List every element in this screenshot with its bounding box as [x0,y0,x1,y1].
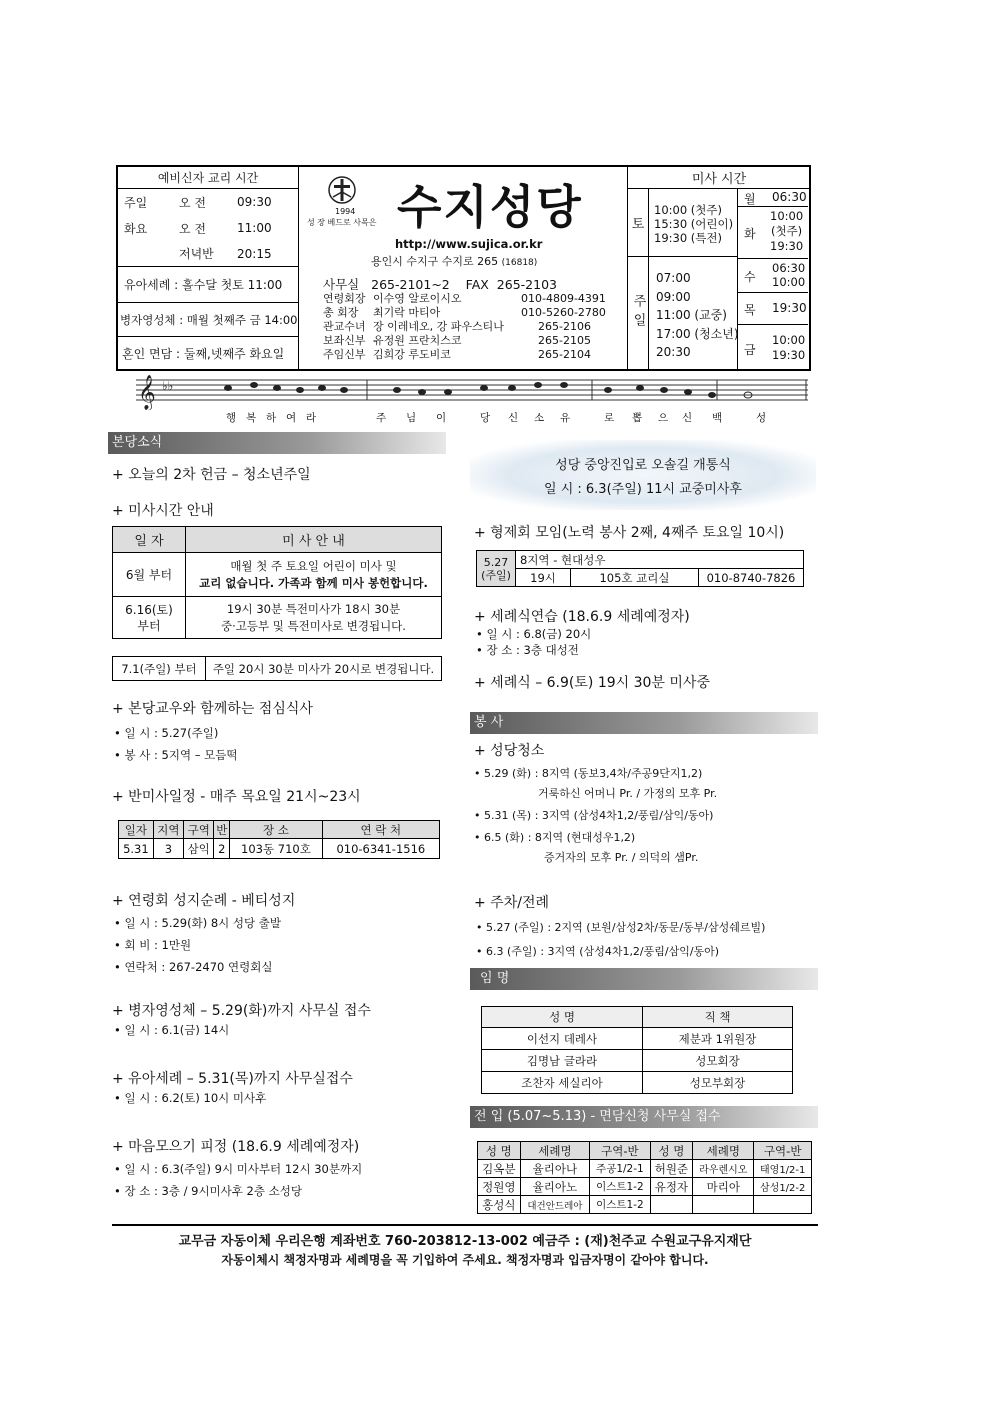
mass-guide-heading: + 미사시간 안내 [112,503,214,519]
mass-change-table: 7.1(주일) 부터 주일 20시 30분 미사가 20시로 변경됩니다. [112,656,442,681]
lyric-syllable: 님 [406,412,417,424]
staff-row: 보좌신부 유정원 프란치스코 265-2105 [323,334,591,347]
staff-row: 관교수녀 장 이레네오, 강 파우스티나 265-2106 [323,320,591,333]
appointment-section: 임 명 [470,968,818,990]
table-row: 김옥분 율리아나 주공1/2-1 허원준 라우렌시오 태영1/2-1 [478,1160,812,1178]
lyric-syllable: 성 [756,412,767,424]
lyric-syllable: 여 [286,412,297,424]
banmisa-heading: + 반미사일정 - 매주 목요일 21시~23시 [112,789,361,805]
parish-url[interactable]: http://www.sujica.or.kr [395,237,543,251]
table-row: 정원영 율리아노 이스트1-2 유정자 마리아 삼성1/2-2 [478,1178,812,1196]
mass-time-box [627,167,810,369]
lyric-syllable: 신 [508,412,519,424]
music-staff [132,374,812,410]
lyric-syllable: 하 [266,412,277,424]
catechism-row: 저녁반 20:15 [118,241,298,267]
lyric-syllable: 로 [604,412,615,424]
lyric-syllable: 유 [560,412,571,424]
parish-logo-icon [327,175,357,209]
lyric-syllable: 당 [480,412,491,424]
infant-baptism-heading: + 유아세례 – 5.31(목)까지 사무실접수 [112,1071,353,1087]
saturday-mass: 토 10:00 (첫주) 15:30 (어린이) 19:30 (특전) [628,189,738,257]
baptism-practice-heading: + 세례식연습 (18.6.9 세례예정자) [474,609,690,625]
table-row: 홍성식 대건안드레아 이스트1-2 [478,1196,812,1214]
staff-row: 주임신부 김희강 루도비코 265-2104 [323,348,591,361]
brothers-table: 5.27 (주일) 8지역 - 현대성우 19시 105호 교리실 010-8740-7826 [476,550,804,587]
retreat-heading: + 마음모으기 피정 (18.6.9 세례예정자) [112,1139,360,1155]
catechism-title: 예비신자 교리 시간 [118,167,298,189]
mass-guide-table: 일 자 미 사 안 내 6월 부터 매월 첫 주 토요일 어린이 미사 및 교리 없습니다. 가족과 함께 미사 봉헌합니다. 6.16(토) 부터 19시 30분 특전미사가 18시 30분 중·고등부 및 특전미사로 변경됩니다. [112,526,442,639]
weekday-row: 화 10:00 (첫주) 19:30 [738,207,808,259]
lyric-syllable: 소 [534,412,545,424]
transfer-section: 전 입 (5.07~5.13) - 면담신청 사무실 접수 [470,1106,818,1128]
lyric-syllable: 뽑 [632,412,643,424]
parish-address: 용인시 수지구 수지로 265 (16818) [371,255,538,268]
retreat-details: • 일 시 : 6.3(주일) 9시 미사부터 12시 30분까지 • 장 소 : 3층 / 9시미사후 2층 소성당 [114,1162,363,1198]
sick-communion-heading: + 병자영성체 – 5.29(화)까지 사무실 접수 [112,1003,371,1019]
baptism-practice-details: • 일 시 : 6.8(금) 20시 • 장 소 : 3층 대성전 [476,627,592,657]
weekday-row: 금 10:00 19:30 [744,333,806,362]
transfer-table: 성 명 세례명 구역-반 성 명 세례명 구역-반 김옥분 율리아나 주공1/2-1 허원준 라우렌시오 태영1/2-1 정원영 율리아노 이스트1-2 유정자 마리아 삼성1/2-2 홍성식 대건안드레아 이스트1-2 [477,1141,812,1214]
weekday-row: 수 06:30 10:00 [738,259,808,293]
footer-account: 교무금 자동이체 우리은행 계좌번호 760-203812-13-002 예금주 : (재)천주교 수원교구유지재단 [178,1234,752,1249]
table-row: 이선지 데레사 제분과 1위원장 [482,1028,793,1050]
treble-clef-icon: 𝄞 [138,375,156,410]
weekday-mass [738,189,808,371]
staff-row: 총 회장 최기락 마티아 010-5260-2780 [323,306,606,319]
sunday-mass: 주일 07:00 09:00 11:00 (교중) 17:00 (청소년) 20:30 [628,257,738,369]
staff-list [323,292,623,362]
mass-time-title: 미사 시간 [628,167,810,189]
parish-title: 수지성당 [397,180,583,234]
baptism-heading: + 세례식 – 6.9(토) 19시 30분 미사중 [474,675,710,691]
parish-info [299,167,626,369]
table-row: 5.31 3 삼익 2 103동 710호 010-6341-1516 [119,839,440,859]
cleaning-heading: + 성당청소 [474,743,545,759]
lyric-syllable: 라 [306,412,317,424]
sick-communion-details: • 일 시 : 6.1(금) 14시 [114,1023,230,1037]
service-section: 봉 사 [470,712,818,734]
lyric-syllable: 이 [436,412,447,424]
infant-baptism-details: • 일 시 : 6.2(토) 10시 미사후 [114,1091,267,1105]
weekday-row: 목 19:30 [738,293,808,325]
logo-text: 성 장 베드로 사목은 [307,218,377,227]
header-box [116,165,811,371]
parking-details: • 5.27 (주일) : 2지역 (보원/삼성2차/동문/동부/삼성쉐르빌) • 6.3 (주일) : 3지역 (삼성4차1,2/풍림/삼익/동아) [476,921,766,958]
lyric-syllable: 으 [658,412,669,424]
opening-banner: 성당 중앙진입로 오솔길 개통식 일 시 : 6.3(주일) 11시 교중미사후 [470,440,816,510]
footer-divider [112,1224,818,1226]
pilgrimage-heading: + 연령회 성지순례 - 베티성지 [112,893,296,909]
banmisa-table: 일자 지역 구역 반 장 소 연 락 처 5.31 3 삼익 2 103동 710호 010-6341-1516 [118,820,440,859]
collection-notice: + 오늘의 2차 헌금 – 청소년주일 [112,467,311,483]
table-row: 김명남 글라라 성모회장 [482,1050,793,1072]
lyric-syllable: 백 [712,412,723,424]
sick-communion-info: 병자영성체 : 매월 첫째주 금 14:00 [118,303,298,337]
cleaning-list: • 5.29 (화) : 8지역 (동보3,4차/주공9단지1,2) 거룩하신 어머니 Pr. / 가정의 모후 Pr. • 5.31 (목) : 3지역 (삼성4차1,2/풍림/삼익/동아) • 6.5 (화) : 8지역 (현대성우1,2) 증거자의 모후 Pr. / 의덕의 샘Pr. [474,767,718,864]
catechism-row: 화요 오 전 11:00 [124,221,272,236]
lunch-heading: + 본당교우와 함께하는 점심식사 [112,701,313,717]
brothers-heading: + 형제회 모임(노력 봉사 2째, 4째주 토요일 10시) [474,525,785,541]
office-contact: 사무실 265-2101~2 FAX 265-2103 [323,277,557,292]
pilgrimage-details: • 일 시 : 5.29(화) 8시 성당 출발 • 회 비 : 1만원 • 연락처 : 267-2470 연령회실 [114,916,282,974]
table-row: 조찬자 세실리아 성모부회장 [482,1072,793,1094]
lyric-syllable: 신 [682,412,693,424]
weekday-row: 월 06:30 [738,189,808,207]
appointment-table: 성 명 직 책 이선지 데레사 제분과 1위원장 김명남 글라라 성모회장 조찬자 세실리아 성모부회장 [481,1006,793,1094]
footer-note: 자동이체시 책정자명과 세례명을 꼭 기입하여 주세요. 책정자명과 입금자명이 같아야 합니다. [221,1253,709,1267]
svg-text:♭♭: ♭♭ [162,379,174,393]
parking-heading: + 주차/전례 [474,895,549,911]
lunch-details: • 일 시 : 5.27(주일) • 봉 사 : 5지역 – 모듬떡 [114,726,238,762]
logo-year: 1994 [335,207,356,216]
lyric-syllable: 주 [376,412,387,424]
music-lyrics [226,410,786,424]
catechism-row: 주일 오 전 09:30 [124,195,272,210]
marriage-info: 혼인 면담 : 둘째,넷째주 화요일 [122,346,285,361]
infant-baptism-info: 유아세례 : 홀수달 첫토 11:00 [118,267,298,303]
staff-row: 연령회장 이수영 알로이시오 010-4809-4391 [323,292,606,305]
lyric-syllable: 행 [226,412,237,424]
parish-news-section: 본당소식 [108,432,446,454]
lyric-syllable: 복 [246,412,257,424]
catechism-box [118,167,299,369]
